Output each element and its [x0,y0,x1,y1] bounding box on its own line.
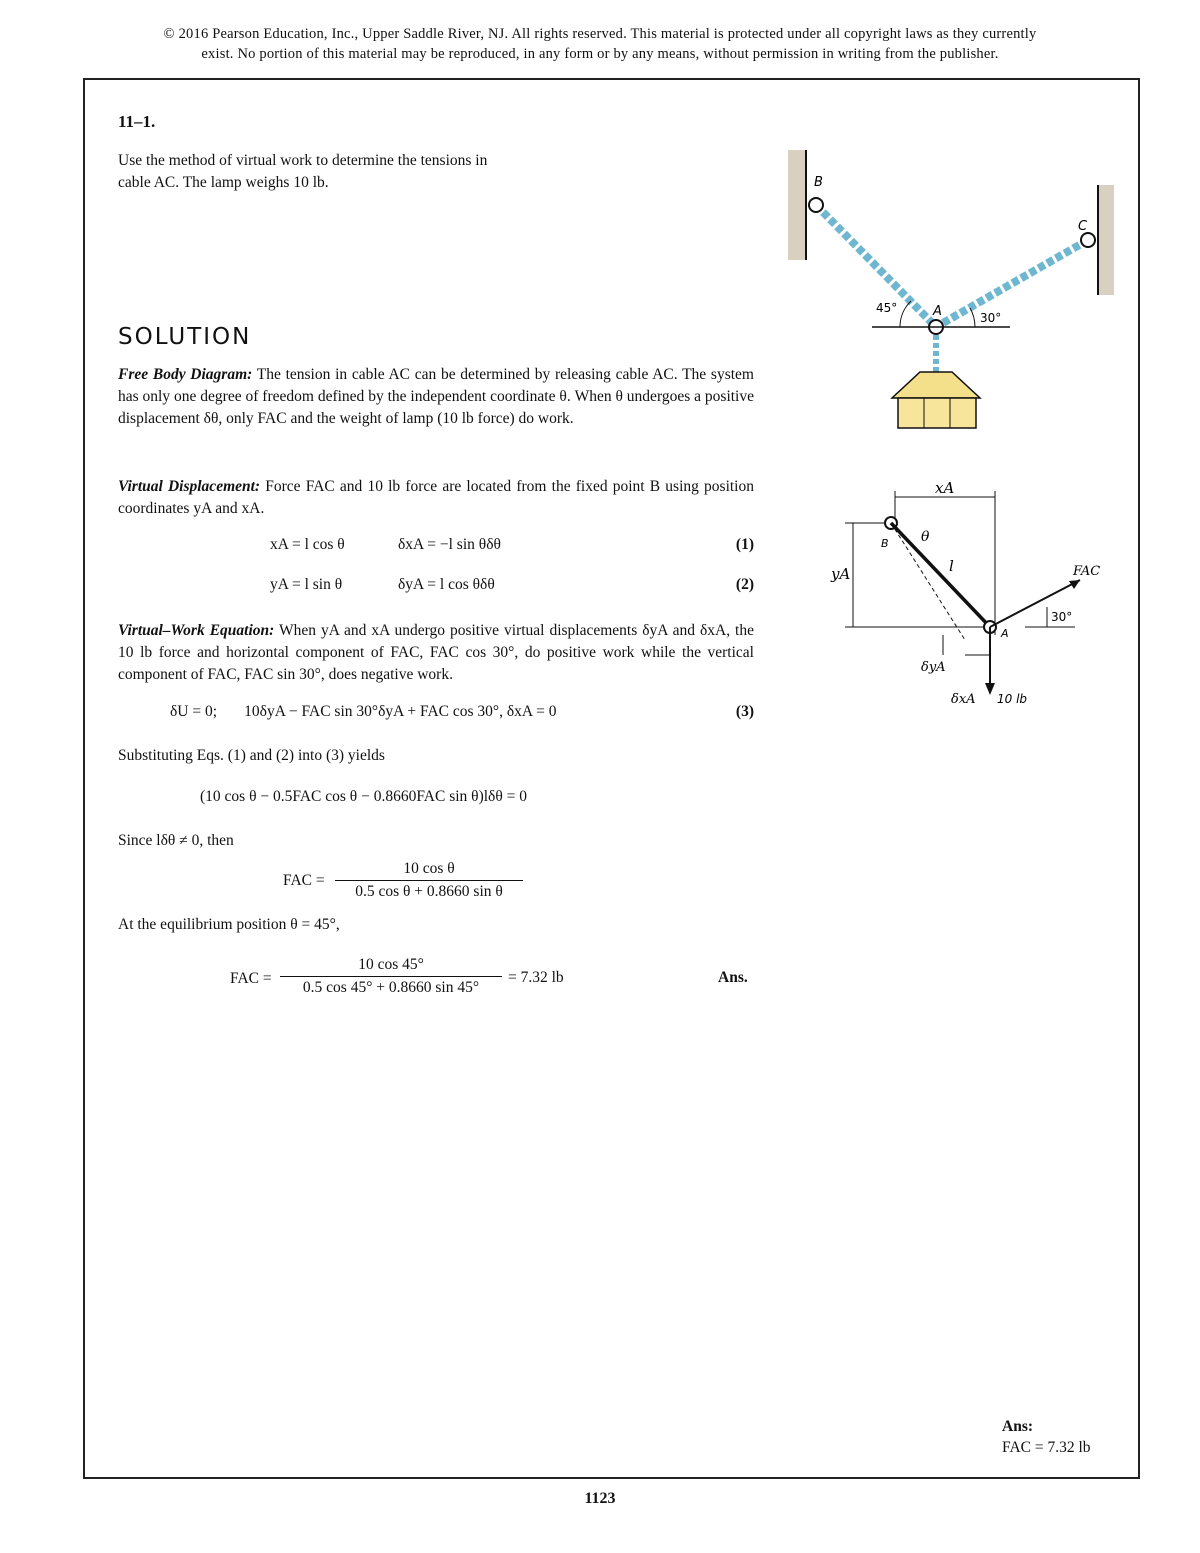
answer-value: FAC = 7.32 lb [1002,1439,1091,1456]
frac1-denominator: 0.5 cos θ + 0.8660 sin θ [355,883,503,900]
eq3-number: (3) [735,703,754,720]
solution-heading: SOLUTION [118,324,252,350]
substitution-text: Substituting Eqs. (1) and (2) into (3) yields [118,747,385,764]
label-a-fbd: A [1001,627,1009,640]
copyright-line-2: exist. No portion of this material may be reproduced, in any form or by any means, without permission in writing from the publisher. [201,46,999,62]
chain-ac [936,240,1088,327]
eq1-number: (1) [735,536,754,553]
frac2 [280,956,502,997]
eq2-number: (2) [735,576,754,593]
lamp-shade-top [892,372,980,398]
force-10lb-arrowhead [985,683,995,695]
virtual-work-paragraph [118,620,754,686]
ans-marker: Ans. [718,969,748,986]
label-dxa: δxA [951,692,976,707]
problem-number: 11–1. [118,112,156,131]
frac1 [335,860,523,901]
label-45: 45° [876,301,898,315]
label-xa: xA [935,479,955,497]
eq4: (10 cos θ − 0.5FAC cos θ − 0.8660FAC sin θ)lδθ = 0 [200,788,528,805]
eq2-left: yA = l sin θ [270,576,343,593]
left-wall [788,150,806,260]
eq1-left: xA = l cos θ [270,536,345,553]
copyright-line-1: © 2016 Pearson Education, Inc., Upper Saddle River, NJ. All rights reserved. This material is protected under all copyright laws as they currently [163,26,1037,42]
label-theta: θ [921,529,930,545]
copyright-notice [0,24,1200,64]
eq1-right: δxA = −l sin θδθ [398,536,501,553]
vw-text: When yA and xA undergo positive virtual displacements δyA and δxA, the 10 lb force and horizontal component of FAC, FAC cos 30°, do positive work while the vertical component of FAC, FAC sin 30°, does negative work. [118,622,754,683]
label-a: A [933,304,942,319]
label-30: 30° [980,311,1002,325]
fbd-text: The tension in cable AC can be determined by releasing cable AC. The system has only one degree of freedom defined by the independent coordinate θ. When θ undergoes a positive displacement δθ, only FAC and the weight of lamp (10 lb force) do work. [118,366,754,427]
problem-statement [118,150,598,194]
anchor-b [809,198,823,212]
vw-label: Virtual–Work Equation: [118,622,275,639]
eq3: δU = 0; 10δyA − FAC sin 30°δyA + FAC cos 30°, δxA = 0 [170,703,557,720]
label-dya: δyA [921,660,946,675]
fbd-label: Free Body Diagram: [118,366,253,383]
since-text: Since lδθ ≠ 0, then [118,832,234,849]
vd-text: Force FAC and 10 lb force are located from the fixed point B using position coordinates yA and xA. [118,478,754,517]
equilibrium-text: At the equilibrium position θ = 45°, [118,916,340,933]
frac1-lhs: FAC = [283,872,325,889]
frac2-denominator: 0.5 cos 45° + 0.8660 sin 45° [302,979,480,996]
label-fac: FAC [1073,564,1101,579]
label-30-fbd: 30° [1051,610,1073,624]
label-10lb: 10 lb [997,692,1028,706]
right-wall [1098,185,1114,295]
member-l [891,523,990,627]
frac2-lhs: FAC = [230,970,272,987]
frac2-numerator: 10 cos 45° [280,956,502,977]
lamp-shade-bottom [898,398,976,428]
label-b: B [814,175,823,190]
statement-line-1: Use the method of virtual work to determine the tensions in [118,152,488,169]
page-number: 1123 [584,1490,616,1507]
frac1-numerator: 10 cos θ [335,860,523,881]
anchor-c [1081,233,1095,247]
answer-label: Ans: [1002,1418,1034,1435]
vd-label: Virtual Displacement: [118,478,261,495]
lamp-figure [780,140,1120,440]
virtual-displacement-paragraph [118,476,754,520]
label-b-fbd: B [881,537,889,550]
fbd-paragraph [118,364,754,430]
eq2-right: δyA = l cos θδθ [398,576,495,593]
frac2-result: = 7.32 lb [508,969,564,986]
statement-line-2: cable AC. The lamp weighs 10 lb. [118,174,329,191]
fbd-figure [825,475,1115,715]
label-c: C [1078,219,1088,234]
label-l: l [949,557,954,575]
answer-box [1002,1416,1091,1458]
label-ya: yA [831,565,851,583]
